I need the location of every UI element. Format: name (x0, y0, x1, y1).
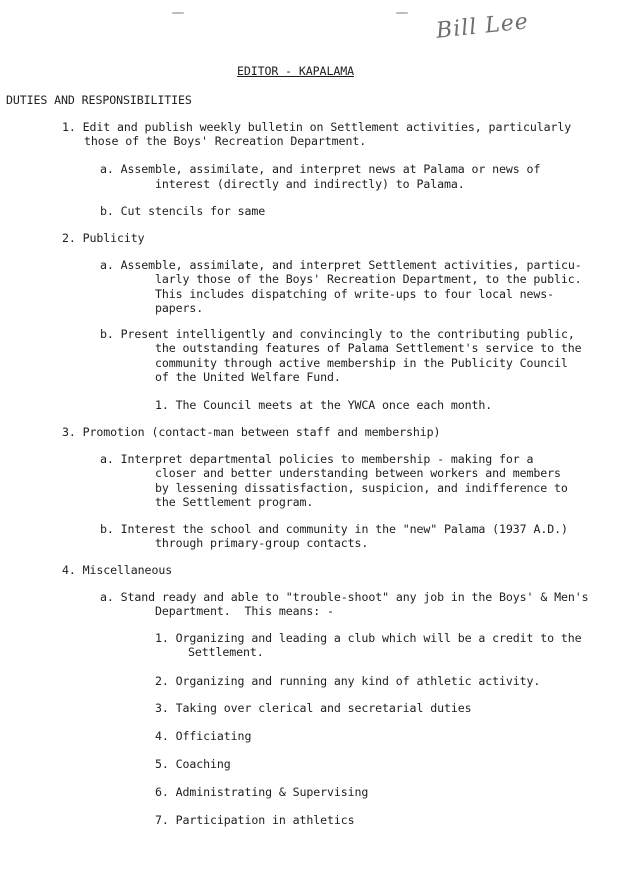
item-4a-line-1: a. Stand ready and able to "trouble-shoot" any job in the Boys' & Men's (100, 590, 589, 604)
item-3a-line-2: closer and better understanding between workers and members (155, 466, 561, 480)
item-3: 3. Promotion (contact-man between staff and membership) (62, 425, 441, 439)
item-1-line-2: those of the Boys' Recreation Department. (84, 134, 367, 148)
item-4a1-line-2: Settlement. (188, 645, 264, 659)
item-4a5: 5. Coaching (155, 757, 231, 771)
section-heading: DUTIES AND RESPONSIBILITIES (6, 93, 192, 107)
item-2b-line-2: the outstanding features of Palama Settlement's service to the (155, 341, 582, 355)
item-4: 4. Miscellaneous (62, 563, 173, 577)
item-2a-line-3: This includes dispatching of write-ups to four local news- (155, 287, 555, 301)
handwritten-signature: Bill Lee (434, 9, 530, 44)
item-1a-line-2: interest (directly and indirectly) to Palama. (155, 177, 465, 191)
item-4a2: 2. Organizing and running any kind of athletic activity. (155, 674, 541, 688)
item-2: 2. Publicity (62, 231, 145, 245)
item-3a-line-4: the Settlement program. (155, 495, 314, 509)
item-4a3: 3. Taking over clerical and secretarial duties (155, 701, 472, 715)
item-1b: b. Cut stencils for same (100, 204, 266, 218)
item-2b-line-1: b. Present intelligently and convincingly to the contributing public, (100, 327, 575, 341)
item-4a6: 6. Administrating & Supervising (155, 785, 369, 799)
item-1a-line-1: a. Assemble, assimilate, and interpret news at Palama or news of (100, 162, 541, 176)
item-3b-line-1: b. Interest the school and community in the "new" Palama (1937 A.D.) (100, 522, 568, 536)
item-1-line-1: 1. Edit and publish weekly bulletin on Settlement activities, particularly (62, 120, 572, 134)
scan-mark (396, 12, 408, 14)
document-title: EDITOR - KAPALAMA (237, 64, 354, 78)
item-3a-line-3: by lessening dissatisfaction, suspicion, and indifference to (155, 481, 568, 495)
item-2a-line-4: papers. (155, 301, 204, 315)
item-2a-line-2: larly those of the Boys' Recreation Department, to the public. (155, 272, 582, 286)
scan-mark (172, 12, 184, 14)
item-2a-line-1: a. Assemble, assimilate, and interpret Settlement activities, particu- (100, 258, 582, 272)
item-4a4: 4. Officiating (155, 729, 252, 743)
item-2b-line-3: community through active membership in the Publicity Council (155, 356, 568, 370)
item-4a7: 7. Participation in athletics (155, 813, 355, 827)
item-4a-line-2: Department. This means: - (155, 604, 334, 618)
item-2b1: 1. The Council meets at the YWCA once each month. (155, 398, 493, 412)
item-4a1-line-1: 1. Organizing and leading a club which will be a credit to the (155, 631, 582, 645)
item-2b-line-4: of the United Welfare Fund. (155, 370, 341, 384)
item-3b-line-2: through primary-group contacts. (155, 536, 369, 550)
item-3a-line-1: a. Interpret departmental policies to membership - making for a (100, 452, 534, 466)
